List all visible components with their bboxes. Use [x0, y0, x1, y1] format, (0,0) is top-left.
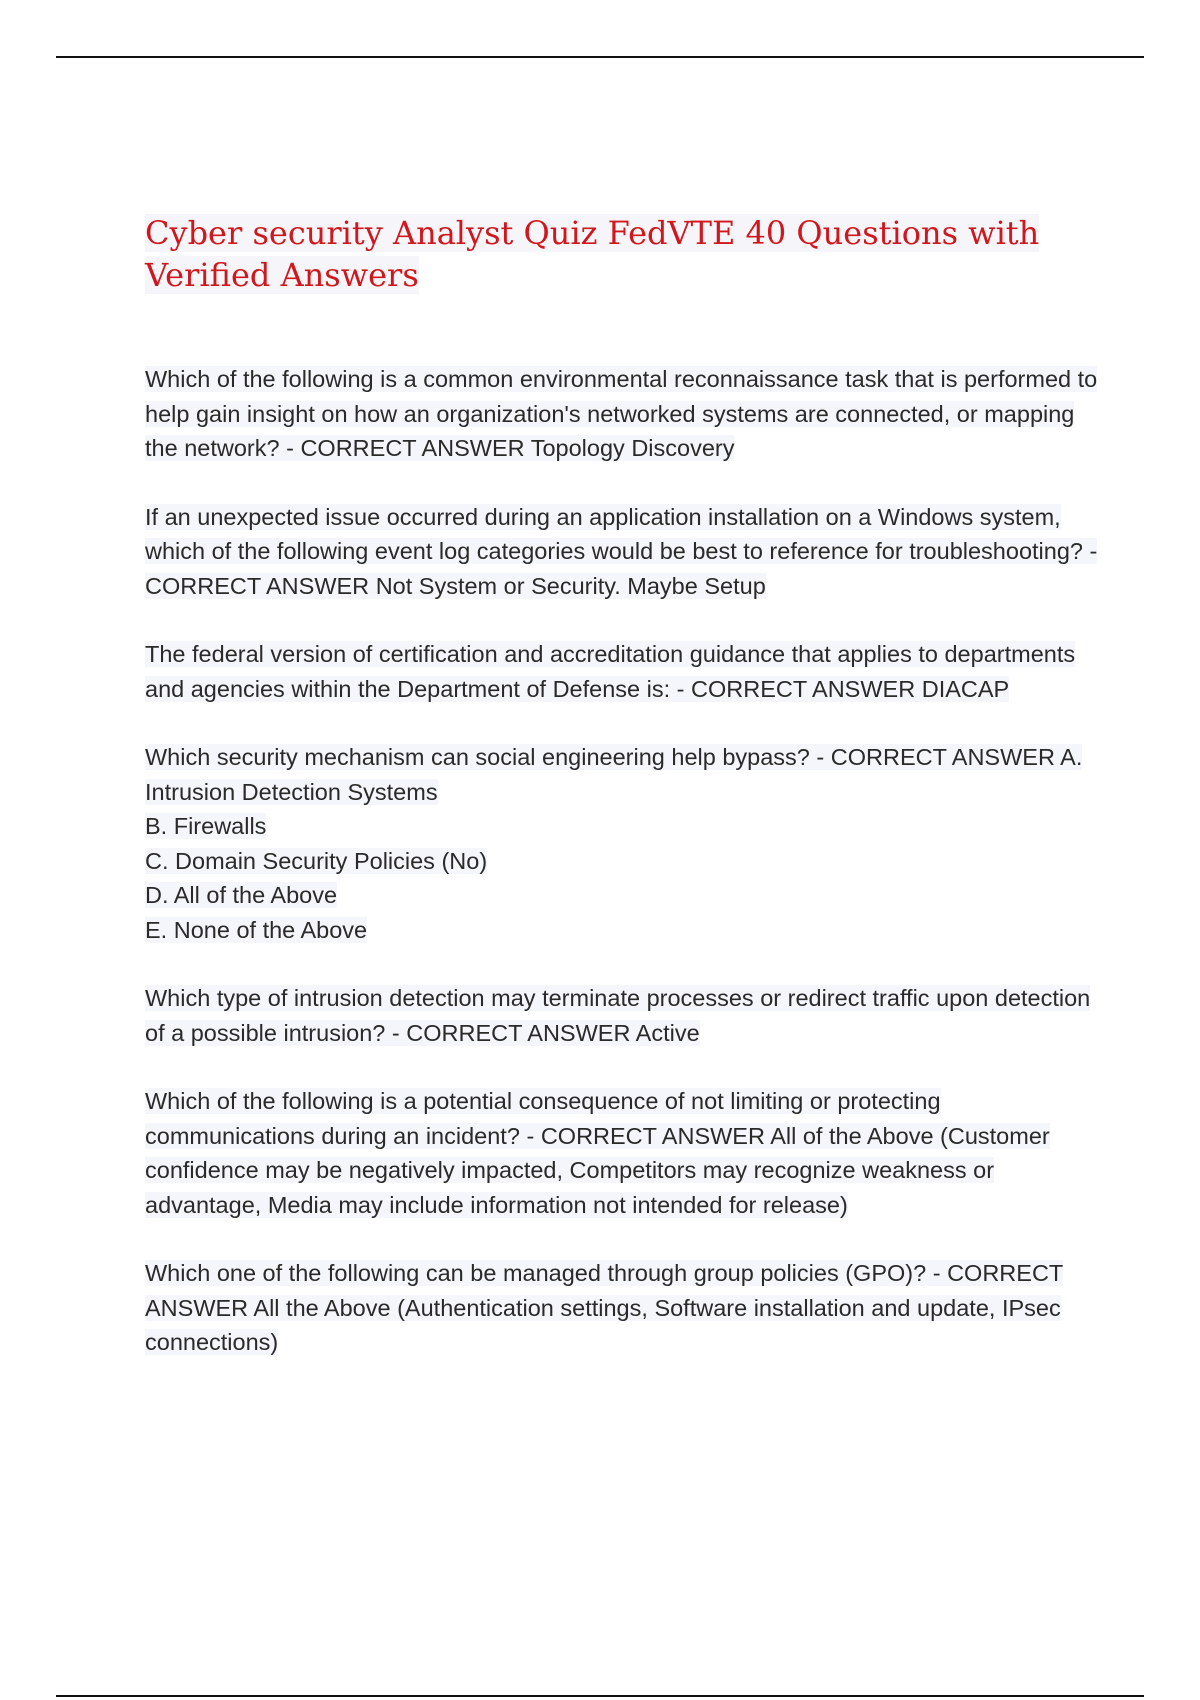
- question-text: Which of the following is a potential consequence of not limiting or protecting communications during an incident?: [145, 1088, 941, 1149]
- document-title: [145, 212, 1105, 296]
- answer-label: CORRECT ANSWER: [145, 572, 370, 599]
- answer-label: CORRECT ANSWER: [145, 1260, 1063, 1321]
- answer-label: CORRECT ANSWER: [300, 435, 525, 461]
- question-text: Which one of the following can be managed through group policies (GPO)?: [145, 1260, 927, 1286]
- qa-item: Which type of intrusion detection may terminate processes or redirect traffic upon detection of a possible intrusion? - CORRECT ANSWER Active: [145, 985, 1091, 1046]
- document-title-text: Cyber security Analyst Quiz FedVTE 40 Questions with Verified Answers: [145, 214, 1040, 294]
- answer-text: A. Intrusion Detection Systems: [145, 744, 1083, 805]
- answer-text: Not System or Security. Maybe Setup: [375, 572, 766, 599]
- top-rule: [56, 56, 1144, 58]
- answer-option: C. Domain Security Policies (No): [145, 847, 488, 874]
- qa-item: Which one of the following can be managed through group policies (GPO)? - CORRECT ANSWER All the Above (Authentication settings, Software installation and update, IPsec connections): [145, 1260, 1063, 1355]
- answer-text: Topology Discovery: [530, 435, 735, 461]
- qa-item: Which of the following is a potential consequence of not limiting or protecting communications during an incident? - CORRECT ANSWER All of the Above (Customer confidence may be negatively impacted, Competitors may recognize weakness or advantage, Media may include information not intended for release): [145, 1088, 1050, 1218]
- qa-list: [145, 362, 1105, 1360]
- answer-label: CORRECT ANSWER: [540, 1122, 765, 1149]
- question-text: If an unexpected issue occurred during an application installation on a Windows system, which of the following event log categories would be best to reference for troubleshooting?: [145, 503, 1083, 564]
- answer-option: D. All of the Above: [145, 882, 338, 908]
- question-text: Which security mechanism can social engineering help bypass?: [145, 744, 810, 770]
- qa-item: If an unexpected issue occurred during an application installation on a Windows system, which of the following event log categories would be best to reference for troubleshooting? - CORRECT ANSWER Not System or Security. Maybe Setup: [145, 503, 1098, 599]
- question-text: Which of the following is a common environmental reconnaissance task that is performed to help gain insight on how an organization's networked systems are connected, or mapping the network?: [145, 366, 1098, 461]
- answer-text: All of the Above (Customer confidence may be negatively impacted, Competitors may recognize weakness or advantage, Media may include information not intended for release): [145, 1122, 1050, 1218]
- question-text: Which type of intrusion detection may terminate processes or redirect traffic upon detection of a possible intrusion?: [145, 985, 1091, 1046]
- answer-text: All the Above (Authentication settings, Software installation and update, IPsec connections): [145, 1294, 1061, 1355]
- answer-option: B. Firewalls: [145, 813, 267, 839]
- answer-label: CORRECT ANSWER: [691, 675, 916, 702]
- qa-item: Which security mechanism can social engineering help bypass? - CORRECT ANSWER A. Intrusion Detection Systems B. Firewalls C. Domain Security Policies (No) D. All of the Above E. None of the Above: [145, 740, 1105, 947]
- answer-text: Active: [635, 1019, 700, 1046]
- answer-option: E. None of the Above: [145, 916, 368, 943]
- answer-text: DIACAP: [921, 675, 1010, 702]
- question-text: The federal version of certification and accreditation guidance that applies to departments and agencies within the Department of Defense is:: [145, 641, 1076, 702]
- answer-label: CORRECT ANSWER: [830, 744, 1055, 770]
- qa-item: The federal version of certification and accreditation guidance that applies to departments and agencies within the Department of Defense is: - CORRECT ANSWER DIACAP: [145, 641, 1076, 702]
- document-body: [145, 212, 1105, 1394]
- qa-item: Which of the following is a common environmental reconnaissance task that is performed to help gain insight on how an organization's networked systems are connected, or mapping the network? - CORRECT ANSWER Topology Discovery: [145, 366, 1098, 461]
- answer-label: CORRECT ANSWER: [406, 1019, 631, 1046]
- bottom-rule: [56, 1695, 1144, 1697]
